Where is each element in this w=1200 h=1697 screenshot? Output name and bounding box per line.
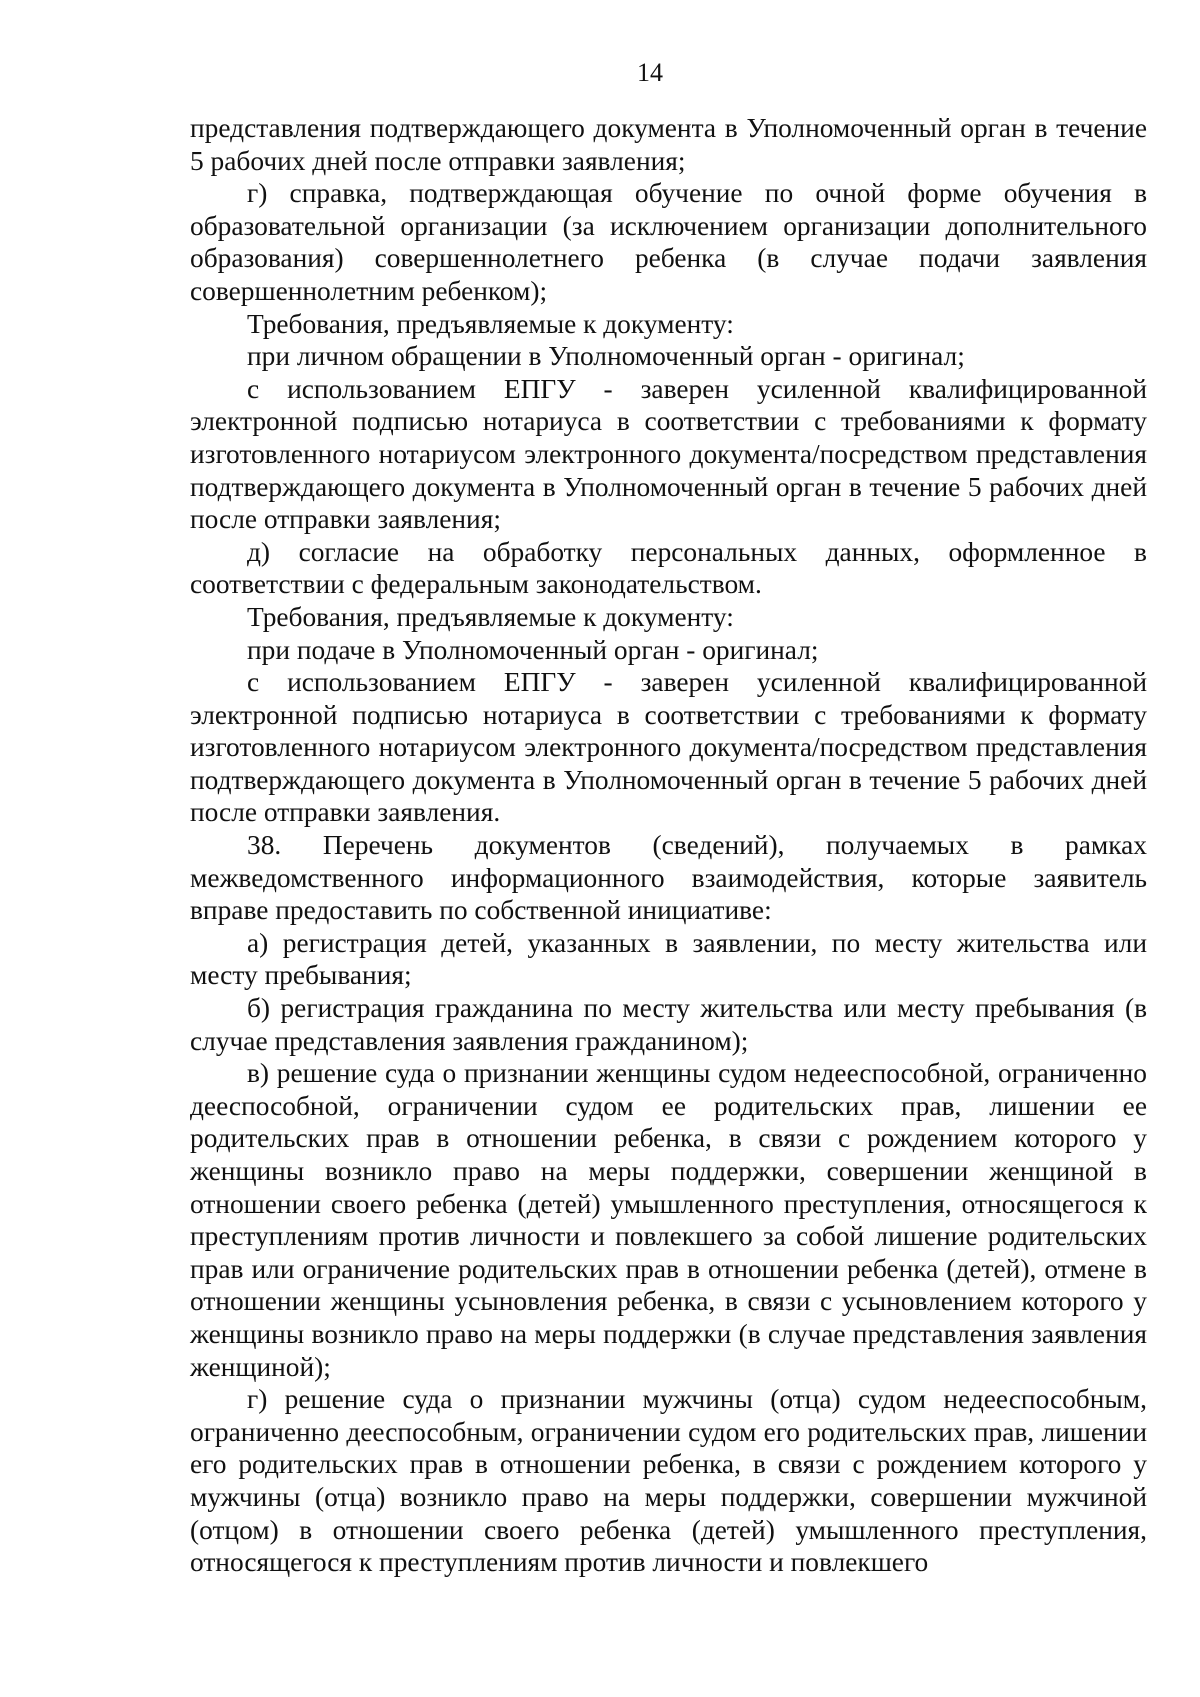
- paragraph: г) справка, подтверждающая обучение по очной форме обучения в образовательной организации (за исключением организации дополнительного образования) совершеннолетнего ребенка (в случае подачи заявления совершеннолетним ребенком);: [190, 178, 1147, 306]
- paragraph: б) регистрация гражданина по месту жительства или месту пребывания (в случае представления заявления гражданином);: [190, 993, 1147, 1056]
- paragraph: 38. Перечень документов (сведений), получаемых в рамках межведомственного информационного взаимодействия, которые заявитель вправе предоставить по собственной инициативе:: [190, 830, 1147, 926]
- paragraph: а) регистрация детей, указанных в заявлении, по месту жительства или месту пребывания;: [190, 927, 1147, 991]
- document-body: [190, 112, 1147, 1579]
- paragraph: с использованием ЕПГУ - заверен усиленной квалифицированной электронной подписью нотариуса в соответствии с требованиями к формату изготовленного нотариусом электронного документа/посредством представления подтверждающего документа в Уполномоченный орган в течение 5 рабочих дней после отправки заявления;: [190, 373, 1147, 535]
- paragraph: с использованием ЕПГУ - заверен усиленной квалифицированной электронной подписью нотариуса в соответствии с требованиями к формату изготовленного нотариусом электронного документа/посредством представления подтверждающего документа в Уполномоченный орган в течение 5 рабочих дней после отправки заявления.: [190, 667, 1147, 828]
- paragraph: при подаче в Уполномоченный орган - оригинал;: [247, 634, 819, 665]
- paragraph: Требования, предъявляемые к документу:: [247, 308, 734, 339]
- paragraph: представления подтверждающего документа в Уполномоченный орган в течение 5 рабочих дней после отправки заявления;: [190, 113, 1147, 176]
- paragraph: при личном обращении в Уполномоченный орган - оригинал;: [247, 341, 965, 372]
- paragraph: Требования, предъявляемые к документу:: [247, 601, 734, 632]
- paragraph: д) согласие на обработку персональных данных, оформленное в соответствии с федеральным законодательством.: [190, 536, 1147, 600]
- paragraph: г) решение суда о признании мужчины (отца) судом недееспособным, ограниченно дееспособным, ограничении судом его родительских прав, лишении его родительских прав в отношении ребенка, в связи с рождением которого у мужчины (отца) возникло право на меры поддержки, совершении мужчиной (отцом) в отношении своего ребенка (детей) умышленного преступления, относящегося к преступлениям против личности и повлекшего: [190, 1384, 1147, 1578]
- paragraph: в) решение суда о признании женщины судом недееспособной, ограниченно дееспособной, ограничении судом ее родительских прав, лишении ее родительских прав в отношении ребенка, в связи с рождением которого у женщины возникло право на меры поддержки, совершении женщиной в отношении своего ребенка (детей) умышленного преступления, относящегося к преступлениям против личности и повлекшего за собой лишение родительских прав или ограничение родительских прав в отношении ребенка (детей), отмене в отношении женщины усыновления ребенка, в связи с усыновлением которого у женщины возникло право на меры поддержки (в случае представления заявления женщиной);: [190, 1058, 1147, 1382]
- page-number: 14: [637, 58, 663, 87]
